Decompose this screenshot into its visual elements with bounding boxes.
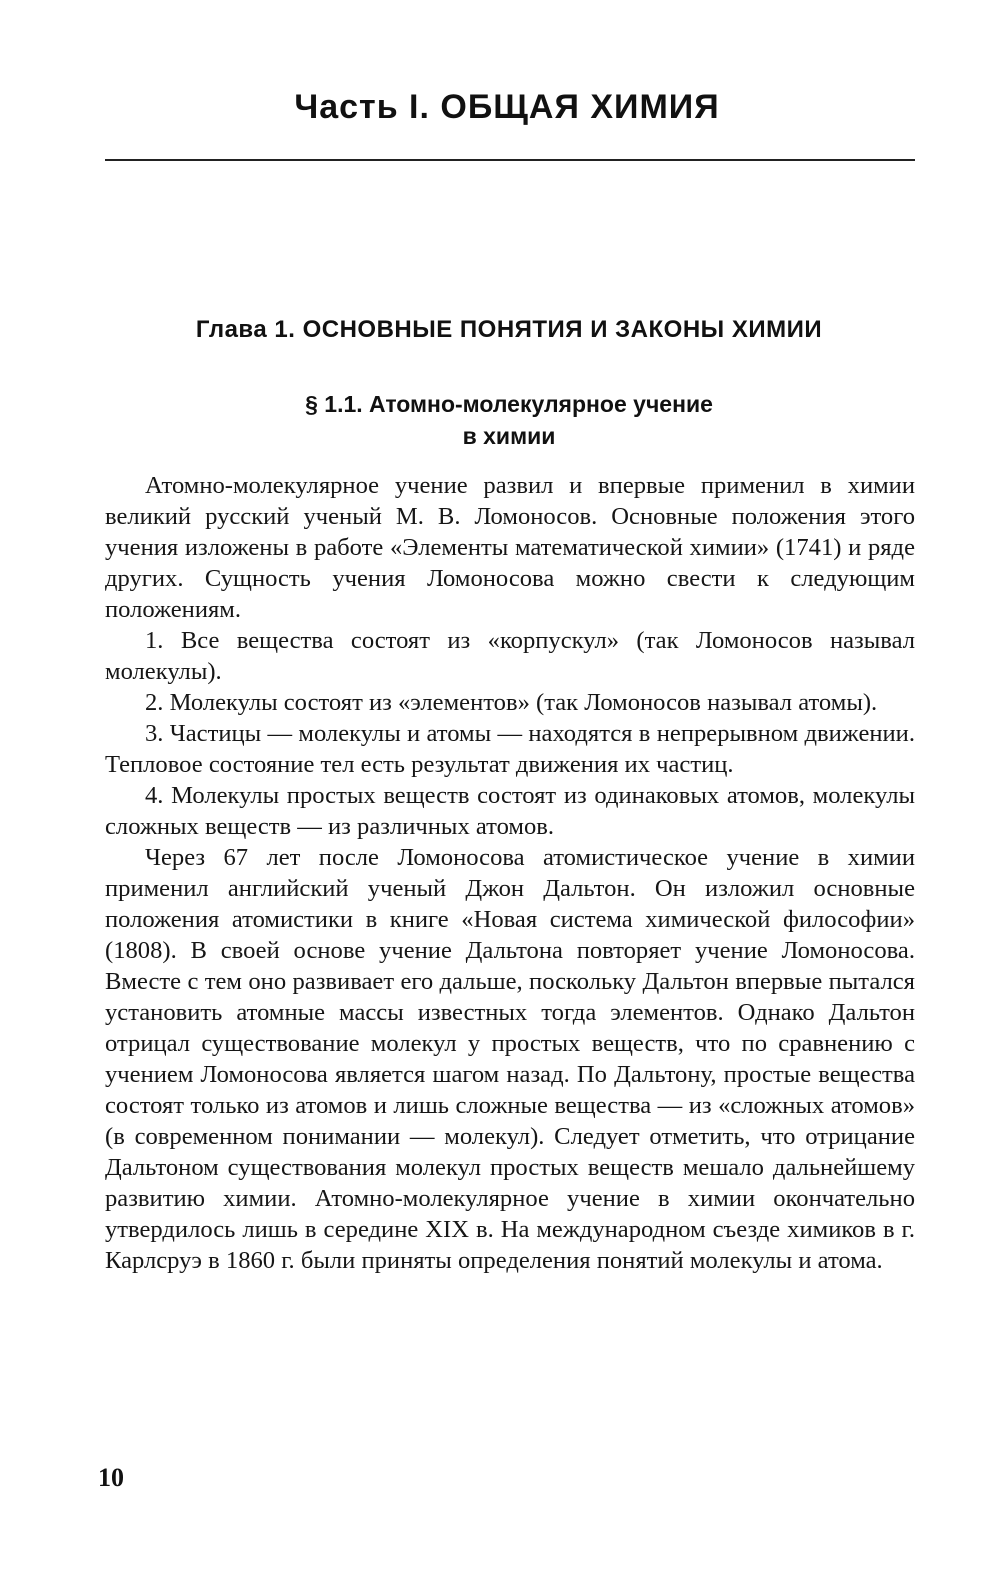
list-item-2: 2. Молекулы состоят из «элементов» (так Ломоносов называл атомы). — [145, 689, 878, 716]
paragraph-intro: Атомно-молекулярное учение развил и впервые применил в химии великий русский ученый М. В. Ломоносов. Основные положения этого учения изложены в работе «Элементы математической химии» (1741) и ряде других. Сущность учения Ломоносова можно свести к следующим положениям. — [105, 472, 915, 623]
section-title — [0, 388, 1000, 452]
list-item-1: 1. Все вещества состоят из «корпускул» (так Ломоносов называл молекулы). — [105, 627, 915, 685]
body-text — [105, 470, 915, 1276]
paragraph-dalton: Через 67 лет после Ломоносова атомистическое учение в химии применил английский ученый Джон Дальтон. Он изложил основные положения атомистики в книге «Новая система химической философии» (1808). В своей основе учение Дальтона повторяет учение Ломоносова. Вместе с тем оно развивает его дальше, поскольку Дальтон впервые пытался установить атомные массы известных тогда элементов. Однако Дальтон отрицал существование молекул у простых веществ, что по сравнению с учением Ломоносова является шагом назад. По Дальтону, простые вещества состоят только из атомов и лишь сложные вещества — из «сложных атомов» (в современном понимании — молекул). Следует отметить, что отрицание Дальтоном существования молекул простых веществ мешало дальнейшему развитию химии. Атомно-молекулярное учение в химии окончательно утвердилось лишь в середине XIX в. На международном съезде химиков в г. Карлсруэ в 1860 г. были приняты определения понятий молекулы и атома. — [105, 844, 915, 1274]
section-title-line-2: в химии — [462, 423, 556, 449]
chapter-title: Глава 1. ОСНОВНЫЕ ПОНЯТИЯ И ЗАКОНЫ ХИМИИ — [195, 316, 823, 343]
list-item-4: 4. Молекулы простых веществ состоят из одинаковых атомов, молекулы сложных веществ — из различных атомов. — [105, 782, 915, 840]
section-title-line-1: § 1.1. Атомно-молекулярное учение — [305, 391, 713, 417]
page-number: 10 — [98, 1463, 124, 1492]
title-divider — [105, 159, 915, 161]
list-item-3: 3. Частицы — молекулы и атомы — находятся в непрерывном движении. Тепловое состояние тел есть результат движения их частиц. — [105, 720, 915, 778]
part-title: Часть I. ОБЩАЯ ХИМИЯ — [294, 88, 720, 126]
